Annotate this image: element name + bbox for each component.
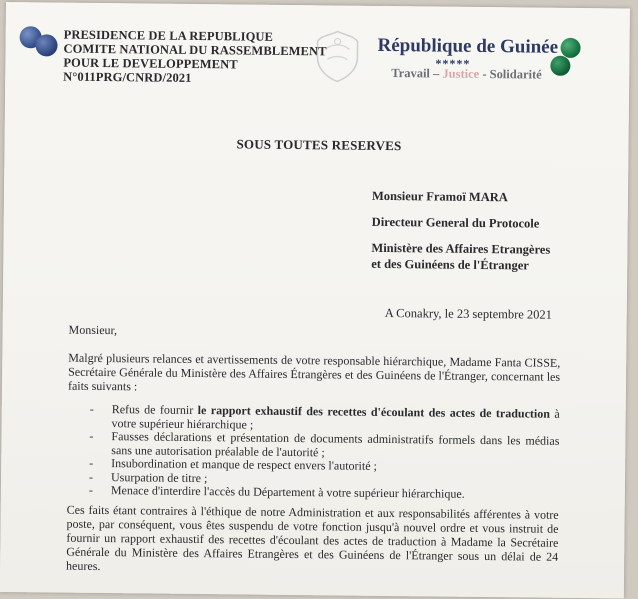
list-item-bold: le rapport exhaustif des recettes d'écoulant des actes de traduction bbox=[197, 403, 551, 421]
list-item-text: Usurpation de titre ; bbox=[110, 469, 208, 485]
list-item-text: Refus de fournir bbox=[111, 402, 198, 418]
national-motto bbox=[391, 66, 542, 83]
green-pin-icon bbox=[560, 38, 580, 58]
coat-of-arms-icon bbox=[311, 27, 364, 86]
recipient-ministry-line: et des Guinéens de l'Étranger bbox=[371, 256, 529, 273]
reference-number: N°011PRG/CNRD/2021 bbox=[63, 69, 192, 85]
charges-list bbox=[89, 403, 560, 502]
blue-pin-icon bbox=[35, 34, 57, 56]
paragraph-intro: Malgré plusieurs relances et avertissements de votre responsable hiérarchique, Madame Fanta CISSE, Secrétaire Générale du Ministère des Affaires Étrangères et des Guinéens de l'Étranger, concernant les faits suivants : bbox=[67, 350, 561, 394]
issuer-line: PRESIDENCE DE LA REPUBLIQUE bbox=[63, 27, 274, 44]
republic-title: République de Guinée bbox=[377, 34, 559, 58]
list-item-text: à votre supérieur hiérarchique ; bbox=[111, 406, 560, 432]
recipient-block bbox=[371, 188, 551, 274]
motto-justice: Justice bbox=[442, 66, 480, 81]
list-item-text: Insubordination et manque de respect envers l'autorité ; bbox=[111, 456, 377, 473]
issuer-line: COMITE NATIONAL DU RASSEMBLEMENT bbox=[63, 41, 327, 59]
reserves-heading: SOUS TOUTES RESERVES bbox=[236, 136, 402, 154]
letter-date: A Conakry, le 23 septembre 2021 bbox=[384, 305, 553, 322]
motto-travail: Travail – bbox=[391, 66, 443, 81]
issuer-block bbox=[63, 28, 327, 87]
salutation: Monsieur, bbox=[68, 322, 118, 338]
paragraph-decision: Ces faits étant contraires à l'éthique de notre Administration et aux responsabilités afférentes à votre poste, par conséquent, vous êtes suspendu de votre fonction jusqu'à nouvel ordre et vous instruit de fournir un rapport exhaustif des recettes d'écoulant des actes de traduction à Madame la Secrétaire Générale du Ministère des Affaires Etrangères et des Guinéens de l'Étranger sous un délai de 24 heures. bbox=[66, 502, 559, 574]
stars-divider: ***** bbox=[435, 56, 471, 71]
list-item-text: Fausses déclarations et présentation de documents administratifs formels dans les médias sans une autorisation préalable de l'autorité ; bbox=[111, 429, 560, 459]
motto-solidarite: - Solidarité bbox=[479, 66, 542, 82]
recipient-ministry-line: Ministère des Affaires Etrangères bbox=[371, 240, 551, 257]
recipient-title: Directeur General du Protocole bbox=[371, 214, 540, 231]
issuer-line: POUR LE DEVELOPPEMENT bbox=[63, 55, 238, 72]
list-item-text: Menace d'interdire l'accès du Département à votre supérieur hiérarchique. bbox=[110, 483, 465, 501]
letter-page bbox=[0, 2, 630, 599]
recipient-name: Monsieur Framoï MARA bbox=[371, 188, 508, 205]
